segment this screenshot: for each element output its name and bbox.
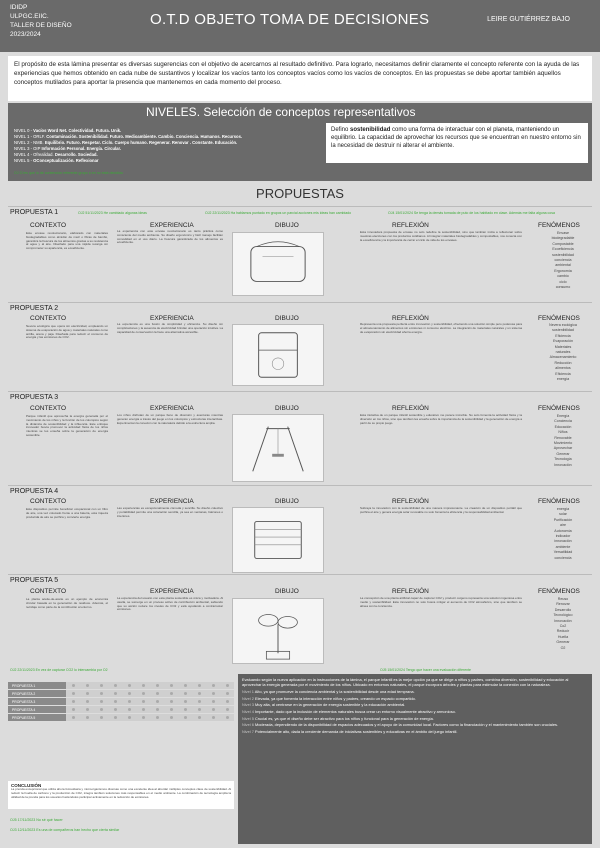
fenomenos-list: Nevera ecológica sostenibilidad Eficiencia Evaporación Materiales naturales Almacenamiento Reducción alimentos Eficiencia energía [549, 323, 577, 382]
conclusion-title: CONCLUSIÓN [11, 783, 42, 788]
institution-line: IDIDP [10, 4, 28, 11]
evaluation-level: Nivel 1 Alto, ya que promueve la conciencia ambiental y la sostenibilidad desde una edad temprana. [242, 688, 415, 694]
author-name: LEIRE GUTIÉRREZ BAJO [487, 16, 570, 23]
page-title: O.T.D OBJETO TOMA DE DECISIONES [150, 11, 430, 28]
nivel-line: NIVEL 4 - Ofrealidad. Desarrollo. Sociedad. [14, 152, 98, 157]
contexto-text: Nevera ecológica que opera sin electricidad, empleando un sistema de evaporación de agua y materiales naturales como arcilla, arena y paja. Diseñada para reducir el consumo de energía y las emisiones de CO2. [26, 324, 108, 340]
col-contexto: CONTEXTO [30, 315, 66, 322]
col-contexto: CONTEXTO [30, 588, 66, 595]
evaluation-text [238, 674, 592, 844]
table-row: PROPUESTA 4 [8, 706, 234, 714]
propuestas-title: PROPUESTAS [256, 186, 344, 201]
note: OJ2 51/11/2023 He cambiado algunas ideas [78, 211, 147, 215]
nivel-line: NIVEL 2 - NMB. Equilibrio. Futuro. Respetar. Ciclo. Cuerpo humano. Regenerar. Renovar . Constante. Educación. [14, 140, 238, 145]
note: OJ4 15/01/2024 Se tenga la demás tomada de puto de los habitado en clase. Además me falta alguna cosa [388, 211, 555, 215]
sketch-drawing [232, 507, 324, 573]
footnote: OJ3 12/11/2023 Es una de compañeros han hecho que cierta similar [10, 828, 120, 832]
institution-line: 2023/2024 [10, 31, 41, 38]
col-dibujo: DIBUJO [275, 315, 299, 322]
nivel-line: NIVEL 5 - OConceptualización. Reflexionar [14, 158, 99, 163]
institution-line: ULPGC.EIIC. [10, 13, 49, 20]
nivel-line: NIVEL 3 - OIP Información Personal. Energía. Circular. [14, 146, 122, 151]
col-reflexion: REFLEXIÓN [392, 405, 429, 412]
evaluation-intro: Evaluando según la nueva aplicación en la instrucciones de la lámina, el parque infantil es la mejor opción ya que se dirige a niños y padres, combina diversión, sostenibilidad y educación al aprovechar la energía generada por el movimiento de los niños. Ubicado en entornos naturales, el parque incorpora árboles y plantas para estimular la conexión con la naturaleza. [242, 677, 569, 688]
col-reflexion: REFLEXIÓN [392, 588, 429, 595]
sketch-drawing [232, 598, 324, 664]
fenomenos-list: Energía Conciencia Educación Niños Renovable Movimiento Aprovechar Generar Tecnología Innovación [553, 414, 573, 467]
evaluation-level: Nivel 6 Moderada, dependiendo de la disponibilidad de espacios adecuados y el apoyo de la comunidad local. Factores como la financiación y el mantenimiento también son cruciales. [242, 722, 559, 728]
contexto-text: Este envase revolucionario, elaborado con materiales biodegradables como almidón de maíz o fibras de bambú, garantiza la frescura de los alimentos gracias a su resistencia al agua y al aire. Diseñado para una rápida recarga sin comprometer su apariencia, es ecoeficiente. [26, 231, 108, 250]
sketch-drawing [232, 232, 324, 296]
reflexion-text: Esta innovadora propuesta de envase no solo redefine la sostenibilidad, sino que también incita a reflexionar sobre nuestras elecciones con los productos cotidianos. Al integrar materiales biodegradables y compostables, nos conecta con la ecoeficiencia y la importancia de cerrar el ciclo de vida de los envases. [360, 230, 522, 242]
col-fenomenos: FENÓMENOS [538, 405, 580, 412]
divider [8, 206, 592, 207]
propuesta-label: PROPUESTA 1 [10, 209, 59, 216]
niveles-section [8, 103, 592, 181]
col-fenomenos: FENÓMENOS [538, 498, 580, 505]
col-dibujo: DIBUJO [275, 222, 299, 229]
col-dibujo: DIBUJO [275, 405, 299, 412]
table-row: PROPUESTA 3 [8, 698, 234, 706]
reflexion-text: Representa una propuesta perfecta entre innovación y sostenibilidad, ofreciendo una solución simple pero poderosa para el almacenamiento de alimentos sin emisiones ni consumo eléctrico. La integración de materiales naturales y un sistema de evaporación sin electricidad ahorra energía. [360, 322, 522, 334]
col-reflexion: REFLEXIÓN [392, 498, 429, 505]
col-experiencia: EXPERIENCIA [150, 405, 194, 412]
col-fenomenos: FENÓMENOS [538, 222, 580, 229]
divider [8, 485, 592, 486]
experiencia-text: La experiencia con este envase revolucionario es tanto práctica como consciente del medio ambiente. Su diseño ergonómico y fácil manejo facilitan comodidad en el uso diario. La frescura garantizada de los alimentos es ecoeficiente. [117, 229, 223, 245]
propuesta-label: PROPUESTA 5 [10, 577, 59, 584]
experiencia-text: Los niños disfrutan de un parque lleno de diversión y aventuras mientras generan energía a través del juego en los columpios y estructuras interactivas. Experimentan la conexión con la naturaleza debido a la estructura amplia. [117, 413, 223, 425]
fenomenos-list: Envase biodegradable Compostable Ecoeficiencia sostenibilidad conciencia ambiental Ergonomía cambio ciclo consumo [551, 231, 575, 290]
reflexion-text: Esta iniciativa de un parque infantil sostenible y educativo me parece increíble. No solo fomenta la actividad física y la diversión en los niños, sino que también les enseña sobre la importancia de la sostenibilidad y la generación de energía a partir de su propio juego. [360, 413, 522, 425]
contexto-text: Este dispositivo permite beneficiar ocupacional con un filtro de aire, una vez colocado frente a una batería, esta riqueza producida de aire se purifica y convierte energía. [26, 507, 108, 519]
evaluation-level: Nivel 2 Elevada, ya que fomenta la interacción entre niños y padres, creando un espacio compartido. [242, 695, 416, 701]
col-dibujo: DIBUJO [275, 498, 299, 505]
nivel-line: NIVEL 1 - ORLF. Contaminación. Sostenibilidad. Futuro. Medioambiente. Cambio. Conciencia. Humanos. Recursos. [14, 134, 243, 139]
divider [8, 574, 592, 575]
contexto-text: Parque infantil que aprovecha la energía generada por el movimiento de los niños y la función de los columpios según la dinámica de sostenibilidad y la influencia. Este enfoque innovador busca promover la actividad física de los niños mientras se les enseña sobre la generación de energía sostenible. [26, 414, 108, 437]
divider [8, 391, 592, 392]
col-reflexion: REFLEXIÓN [392, 315, 429, 322]
note: OJ2 22/11/2023 En vez de capturar CO2 lo intercambia por O2 [10, 668, 108, 672]
col-experiencia: EXPERIENCIA [150, 588, 194, 595]
col-reflexion: REFLEXIÓN [392, 222, 429, 229]
table-row: PROPUESTA 1 [8, 682, 234, 690]
col-dibujo: DIBUJO [275, 588, 299, 595]
intro-text: El propósito de esta lámina presentar es diversas sugerencias con el objetivo de acercarnos al resultado definitivo. Para lograrlo, necesitamos definir claramente el concepto referente con la ayuda de las experiencias que hemos obtenido en cada nube de sustantivos y localizar los vacíos tanto los conceptos vacíos como los vacíos de conceptos. En las propuestas se debe aportar también aquellos conceptos mutilados para aportar la presencia que mantenemos en cada momento del proceso. [8, 56, 592, 101]
conclusion-text: La prenda excepcional que utiliza ahora fotovoltaica y microorganismos diversas como una excelente idea al abordar múltiples conceptos clave de sostenibilidad. Al reducir la huella de carbono y la producción de CO2, integra también soluciones más responsables en el medio ambiente. La combinación de tecnología amplia la utilidad de la prenda para los usuarios haciéndolos participar activamente en la reducción de emisiones. [11, 787, 231, 799]
sketch-drawing [232, 324, 324, 386]
institution-block [10, 3, 72, 39]
fenomenos-list: Reuso Renovar Desarrollo Tecnológico Innovación Co2 Reducir Huella Generar O2 [553, 597, 573, 650]
table-row: PROPUESTA 5 [8, 714, 234, 722]
col-fenomenos: FENÓMENOS [538, 588, 580, 595]
note: OJ2 22/11/2023 Ha hablamos puntado en grupos un parcial acciones mis ideas han cambiado [205, 211, 352, 215]
experiencia-text: Las experiencias es excepcionalmente cómoda y sencilla. Su diseño colectivo y portabilidad permite una colocación sencilla, ya sea en ventanas, balcones o interiores. [117, 506, 223, 518]
col-experiencia: EXPERIENCIA [150, 498, 194, 505]
definition-box: Defino sostenibilidad como una forma de interactuar con el planeta, manteniendo un equilibrio. La capacidad de aprovechar los recursos que se encuentran en nuestro entorno sin la necesidad de destruir ni alterar el ambiente. [326, 123, 588, 163]
col-contexto: CONTEXTO [30, 498, 66, 505]
divider [8, 302, 592, 303]
fenomenos-list: energía solar Purificación aire Autonomía indicador innovación ambiente Versatilidad conciencia [553, 507, 573, 560]
reflexion-text: Subraya la innovación con la sostenibilidad de una manera impresionante. La creación de un dispositivo portátil que purifica el aire y genera energía solar renovable no solo fomenta la eficiencia y la responsabilidad ambiental. [360, 506, 522, 514]
evaluation-table [8, 682, 234, 732]
reflexion-text: La concepción de una planta artificial capaz de capturar CO2 y producir oxígeno representa una solución ingeniosa entre medio y sostenibilidad. Esta innovación no solo busca mitigar el aumento de CO2 atmosférico, sino que también se alinea con la conciencia. [360, 596, 522, 608]
col-experiencia: EXPERIENCIA [150, 315, 194, 322]
sketch-drawing [232, 414, 324, 482]
col-fenomenos: FENÓMENOS [538, 315, 580, 322]
evaluation-level: Nivel 7 Potencialmente alto, dada la creciente demanda de iniciativas sostenibles y educativas en el ámbito del juego infantil. [242, 729, 458, 735]
table-row: PROPUESTA 2 [8, 690, 234, 698]
evaluation-level: Nivel 5 Crucial es, ya que el diseño debe ser atractivo para los niños y funcional para la generación de energía. [242, 715, 434, 721]
conclusion-box [8, 781, 234, 809]
experiencia-text: La experiencia del usuario con esta planta sostenible es única y motivadora. Al usarla, se sumerge en un proceso activo de contribución ambiental, sabiendo que su acción reduce los niveles de CO2 y está ayudando a contrarrestar emisiones. [117, 596, 223, 612]
propuesta-label: PROPUESTA 4 [10, 488, 59, 495]
contexto-text: La planta aceite-de-aceite es un ejemplo de economía circular basada en la generación de residuos. Además, el reciclaje como parte de la contribución al entorno. [26, 597, 108, 609]
col-experiencia: EXPERIENCIA [150, 222, 194, 229]
institution-line: TALLER DE DISEÑO [10, 22, 72, 29]
evaluation-level: Nivel 4 Importante, dado que la inclusión de elementos naturales busca crear un entorno visualmente atractivo y armonioso. [242, 709, 456, 715]
niveles-title: NIVELES. Selección de conceptos representativos [146, 105, 416, 119]
col-contexto: CONTEXTO [30, 405, 66, 412]
propuesta-label: PROPUESTA 3 [10, 394, 59, 401]
experiencia-text: La experiencia es una fusión de simplicidad y eficiencia. Su diseño sin complicaciones y la ausencia de electricidad brindan una operación intuitiva. La capacidad de conservación la hace una alternativa accesible. [117, 322, 223, 334]
header [0, 0, 600, 52]
evaluation-level: Nivel 3 Muy alta, al centrarse en la generación de energía sostenible y la educación ambiental. [242, 702, 406, 708]
note: OJ5 15/01/2024 Tengo que hacer una evaluación diferente [380, 668, 472, 672]
niveles-note: OJ O les que lo de contención referente grupo a en no está decidido [14, 171, 123, 175]
col-contexto: CONTEXTO [30, 222, 66, 229]
nivel-line: NIVEL 0 - Vacíos Word Net. Colectividad. Futura. Unik. [14, 128, 122, 133]
propuesta-label: PROPUESTA 2 [10, 305, 59, 312]
footnote: OJ5 17/11/2023 No sé qué hacer [10, 818, 63, 822]
